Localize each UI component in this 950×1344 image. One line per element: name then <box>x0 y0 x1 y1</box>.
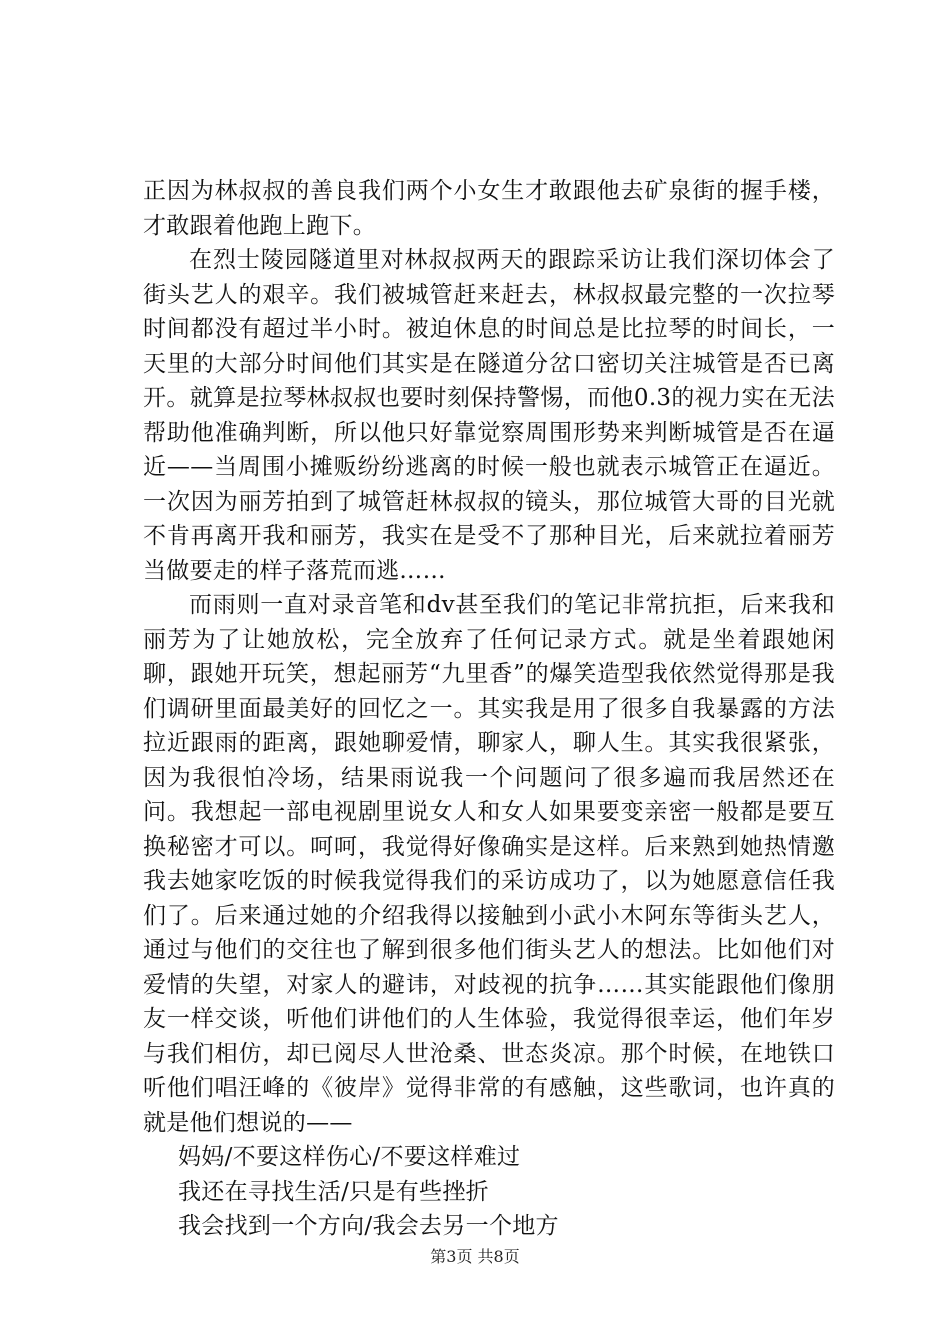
lyric-line-2: 我还在寻找生活/只是有些挫折 <box>178 1178 489 1205</box>
document-body <box>143 174 835 1244</box>
lyric-line-3: 我会找到一个方向/我会去另一个地方 <box>178 1213 559 1239</box>
paragraph-1: 正因为林叔叔的善良我们两个小女生才敢跟他去矿泉街的握手楼，才敢跟着他跑上跑下。 <box>143 178 835 239</box>
paragraph-3: 而雨则一直对录音笔和dv甚至我们的笔记非常抗拒，后来我和丽芳为了让她放松，完全放弃了任何记录方式。就是坐着跟她闲聊，跟她开玩笑，想起丽芳“九里香”的爆笑造型我依然觉得那是我们调研里面最美好的回忆之一。其实我是用了很多自我暴露的方法拉近跟雨的距离，跟她聊爱情，聊家人，聊人生。其实我很紧张，因为我很怕冷场，结果雨说我一个问题问了很多遍而我居然还在问。我想起一部电视剧里说女人和女人如果要变亲密一般都是要互换秘密才可以。呵呵，我觉得好像确实是这样。后来熟到她热情邀我去她家吃饭的时候我觉得我们的采访成功了，以为她愿意信任我们了。后来通过她的介绍我得以接触到小武小木阿东等街头艺人，通过与他们的交往也了解到很多他们街头艺人的想法。比如他们对爱情的失望，对家人的避讳，对歧视的抗争……其实能跟他们像朋友一样交谈，听他们讲他们的人生体验，我觉得很幸运，他们年岁与我们相仿，却已阅尽人世沧桑、世态炎凉。那个时候，在地铁口听他们唱汪峰的《彼岸》觉得非常的有感触，这些歌词，也许真的就是他们想说的—— <box>143 592 835 1136</box>
lyric-line-1: 妈妈/不要这样伤心/不要这样难过 <box>178 1144 521 1170</box>
paragraph-2: 在烈士陵园隧道里对林叔叔两天的跟踪采访让我们深切体会了街头艺人的艰辛。我们被城管赶来赶去，林叔叔最完整的一次拉琴时间都没有超过半小时。被迫休息的时间总是比拉琴的时间长，一天里的大部分时间他们其实是在隧道分岔口密切关注城管是否已离开。就算是拉琴林叔叔也要时刻保持警惕，而他0.3的视力实在无法帮助他准确判断，所以他只好靠觉察周围形势来判断城管是否在逼近——当周围小摊贩纷纷逃离的时候一般也就表示城管正在逼近。一次因为丽芳拍到了城管赶林叔叔的镜头，那位城管大哥的目光就不肯再离开我和丽芳，我实在是受不了那种目光，后来就拉着丽芳当做要走的样子落荒而逃…… <box>143 247 835 584</box>
lyrics-block <box>143 1140 835 1244</box>
page-number-footer: 第3页 共8页 <box>430 1247 520 1266</box>
